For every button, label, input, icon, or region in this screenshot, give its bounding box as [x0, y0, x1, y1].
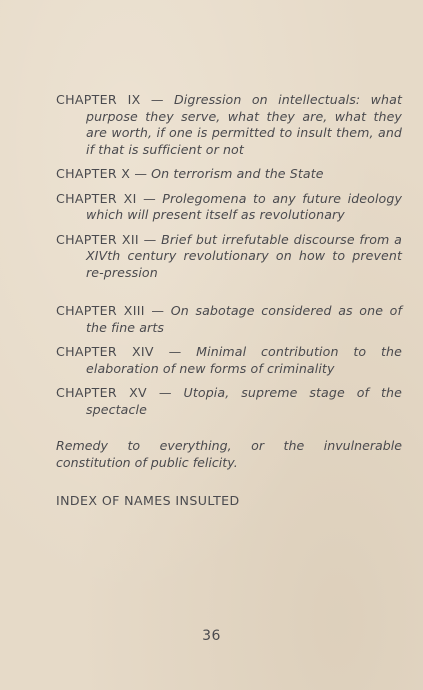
- page-number: 36: [202, 628, 221, 644]
- chapter-title: Utopia, supreme stage of the spectacle: [86, 385, 402, 417]
- chapter-label: CHAPTER IX: [56, 92, 141, 107]
- chapter-title: Digression on intellectuals: what purpose they serve, what they are, what they are worth, if one is permitted to insult them, and if that is sufficient or not: [86, 92, 402, 157]
- index-entry: INDEX OF NAMES INSULTED: [56, 493, 240, 508]
- dash: —: [168, 344, 182, 359]
- chapter-label: CHAPTER XIII: [56, 303, 145, 318]
- table-of-contents: [56, 92, 402, 522]
- chapter-title: Prolegomena to any future ideology which will present itself as revolutionary: [86, 190, 402, 222]
- toc-entry-chapter-xiv: [56, 344, 402, 377]
- toc-entry-chapter-xi: [56, 191, 402, 224]
- chapter-title: On terrorism and the State: [151, 166, 324, 181]
- chapter-label: CHAPTER XIV: [56, 344, 154, 359]
- chapter-label: CHAPTER XI: [56, 190, 137, 206]
- toc-entry-chapter-xiii: [56, 303, 402, 336]
- toc-entry-chapter-xii: [56, 232, 402, 282]
- dash: —: [150, 92, 164, 107]
- dash: —: [143, 231, 157, 247]
- chapter-title: Brief but irrefutable discourse from a XIVth century revolutionary on how to prevent re-pression: [86, 231, 402, 280]
- dash: —: [151, 303, 165, 318]
- chapter-title: On sabotage considered as one of the fine arts: [86, 303, 403, 335]
- toc-entry-chapter-x: [56, 166, 402, 183]
- remedy-entry: Remedy to everything, or the invulnerable constitution of public felicity.: [56, 438, 402, 470]
- dash: —: [158, 385, 172, 400]
- toc-entry-chapter-ix: [56, 92, 402, 158]
- dash: —: [134, 166, 148, 181]
- dash: —: [143, 190, 156, 206]
- chapter-label: CHAPTER X: [56, 166, 131, 181]
- chapter-title: Minimal contribution to the elaboration of new forms of criminality: [86, 344, 402, 376]
- chapter-label: CHAPTER XII: [56, 231, 139, 247]
- chapter-label: CHAPTER XV: [56, 385, 147, 400]
- toc-entry-chapter-xv: [56, 385, 402, 418]
